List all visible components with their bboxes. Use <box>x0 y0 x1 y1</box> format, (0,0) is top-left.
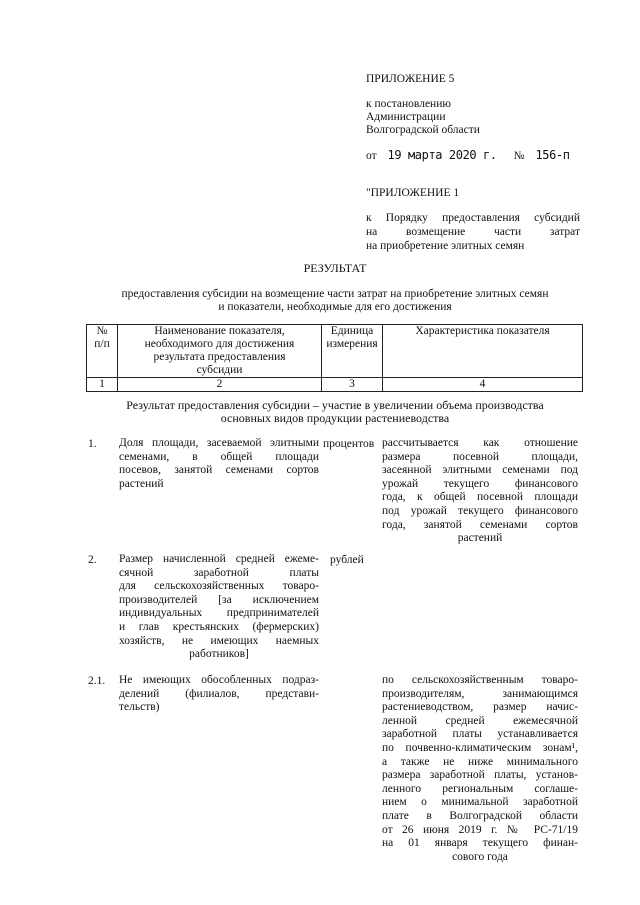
decree-date-line <box>366 148 570 163</box>
administration: Администрации <box>366 111 446 123</box>
row-2-name: Размер начисленной средней ежеме- сячной заработной платы для сельскохозяйственных товаро- производителей [за исключением индивидуальных предпринимателей и глав крестьянских (фермерских) хозяйств, не имеющих наемных работников] <box>119 553 319 661</box>
appendix-1-label: "ПРИЛОЖЕНИЕ 1 <box>366 187 460 199</box>
col-name-header: Наименование показателя, необходимого для достижения результата предоставления субсидии <box>118 325 322 378</box>
col-unit-index: 3 <box>322 378 383 392</box>
row-1-desc: рассчитывается как отношение размера посевной площади, засеянной элитными семенами под урожай текущего финансового года, к общей посевной площади под урожай текущего финансового года, занятой семенами сортов растений <box>382 437 578 545</box>
order-line-3: на приобретение элитных семян <box>366 240 525 252</box>
result-line-1: Результат предоставления субсидии – участие в увеличении объема производства <box>126 398 544 412</box>
order-line-2: на возмещение части затрат <box>366 226 580 238</box>
row-1-name: Доля площади, засеваемой элитными семенами, в общей площади посевов, занятой семенами сортов растений <box>119 437 319 490</box>
order-line-1: к Порядку предоставления субсидий <box>366 212 580 224</box>
region: Волгоградской области <box>366 124 480 136</box>
col-num-index: 1 <box>87 378 118 392</box>
row-1-unit: процентов <box>323 438 375 450</box>
row-2-unit: рублей <box>330 554 364 566</box>
doc-subtitle-1: предоставления субсидии на возмещение части затрат на приобретение элитных семян <box>121 288 549 300</box>
col-num-header: № п/п <box>87 325 118 378</box>
row-2-num: 2. <box>88 554 97 566</box>
from-label: от <box>366 150 377 162</box>
row-1-num: 1. <box>88 438 97 450</box>
indicators-table-header <box>86 324 583 392</box>
decree-number: 156-п <box>535 148 570 162</box>
doc-subtitle-2: и показатели, необходимые для его достижения <box>218 301 452 313</box>
row-2-1-name: Не имеющих обособленных подраз- делений (филиалов, представи- тельств) <box>119 674 319 714</box>
result-line-2: основных видов продукции растениеводства <box>220 411 450 425</box>
appendix-label: ПРИЛОЖЕНИЕ 5 <box>366 73 455 85</box>
row-2-1-num: 2.1. <box>88 675 106 687</box>
col-name-index: 2 <box>118 378 322 392</box>
decree-date: 19 марта 2020 г. <box>387 148 497 162</box>
doc-title: РЕЗУЛЬТАТ <box>303 261 367 275</box>
col-unit-header: Единица измерения <box>322 325 383 378</box>
col-desc-index: 4 <box>383 378 583 392</box>
col-desc-header: Характеристика показателя <box>383 325 583 378</box>
row-2-1-desc: по сельскохозяйственным товаро- производителям, занимающимся растениеводством, размер начис- ленной средней ежемесячной заработной платы устанавливается по почвенно-климатическим зонам¹, а также не ниже минимального размера заработной платы, установ- ленного региональным соглаше- нием о минимальной заработной плате в Волгоградской области от 26 июня 2019 г. № РС-71/19 на 01 января текущего финан- сового года <box>382 674 578 863</box>
number-sign: № <box>513 150 525 162</box>
decree-ref: к постановлению <box>366 98 451 110</box>
